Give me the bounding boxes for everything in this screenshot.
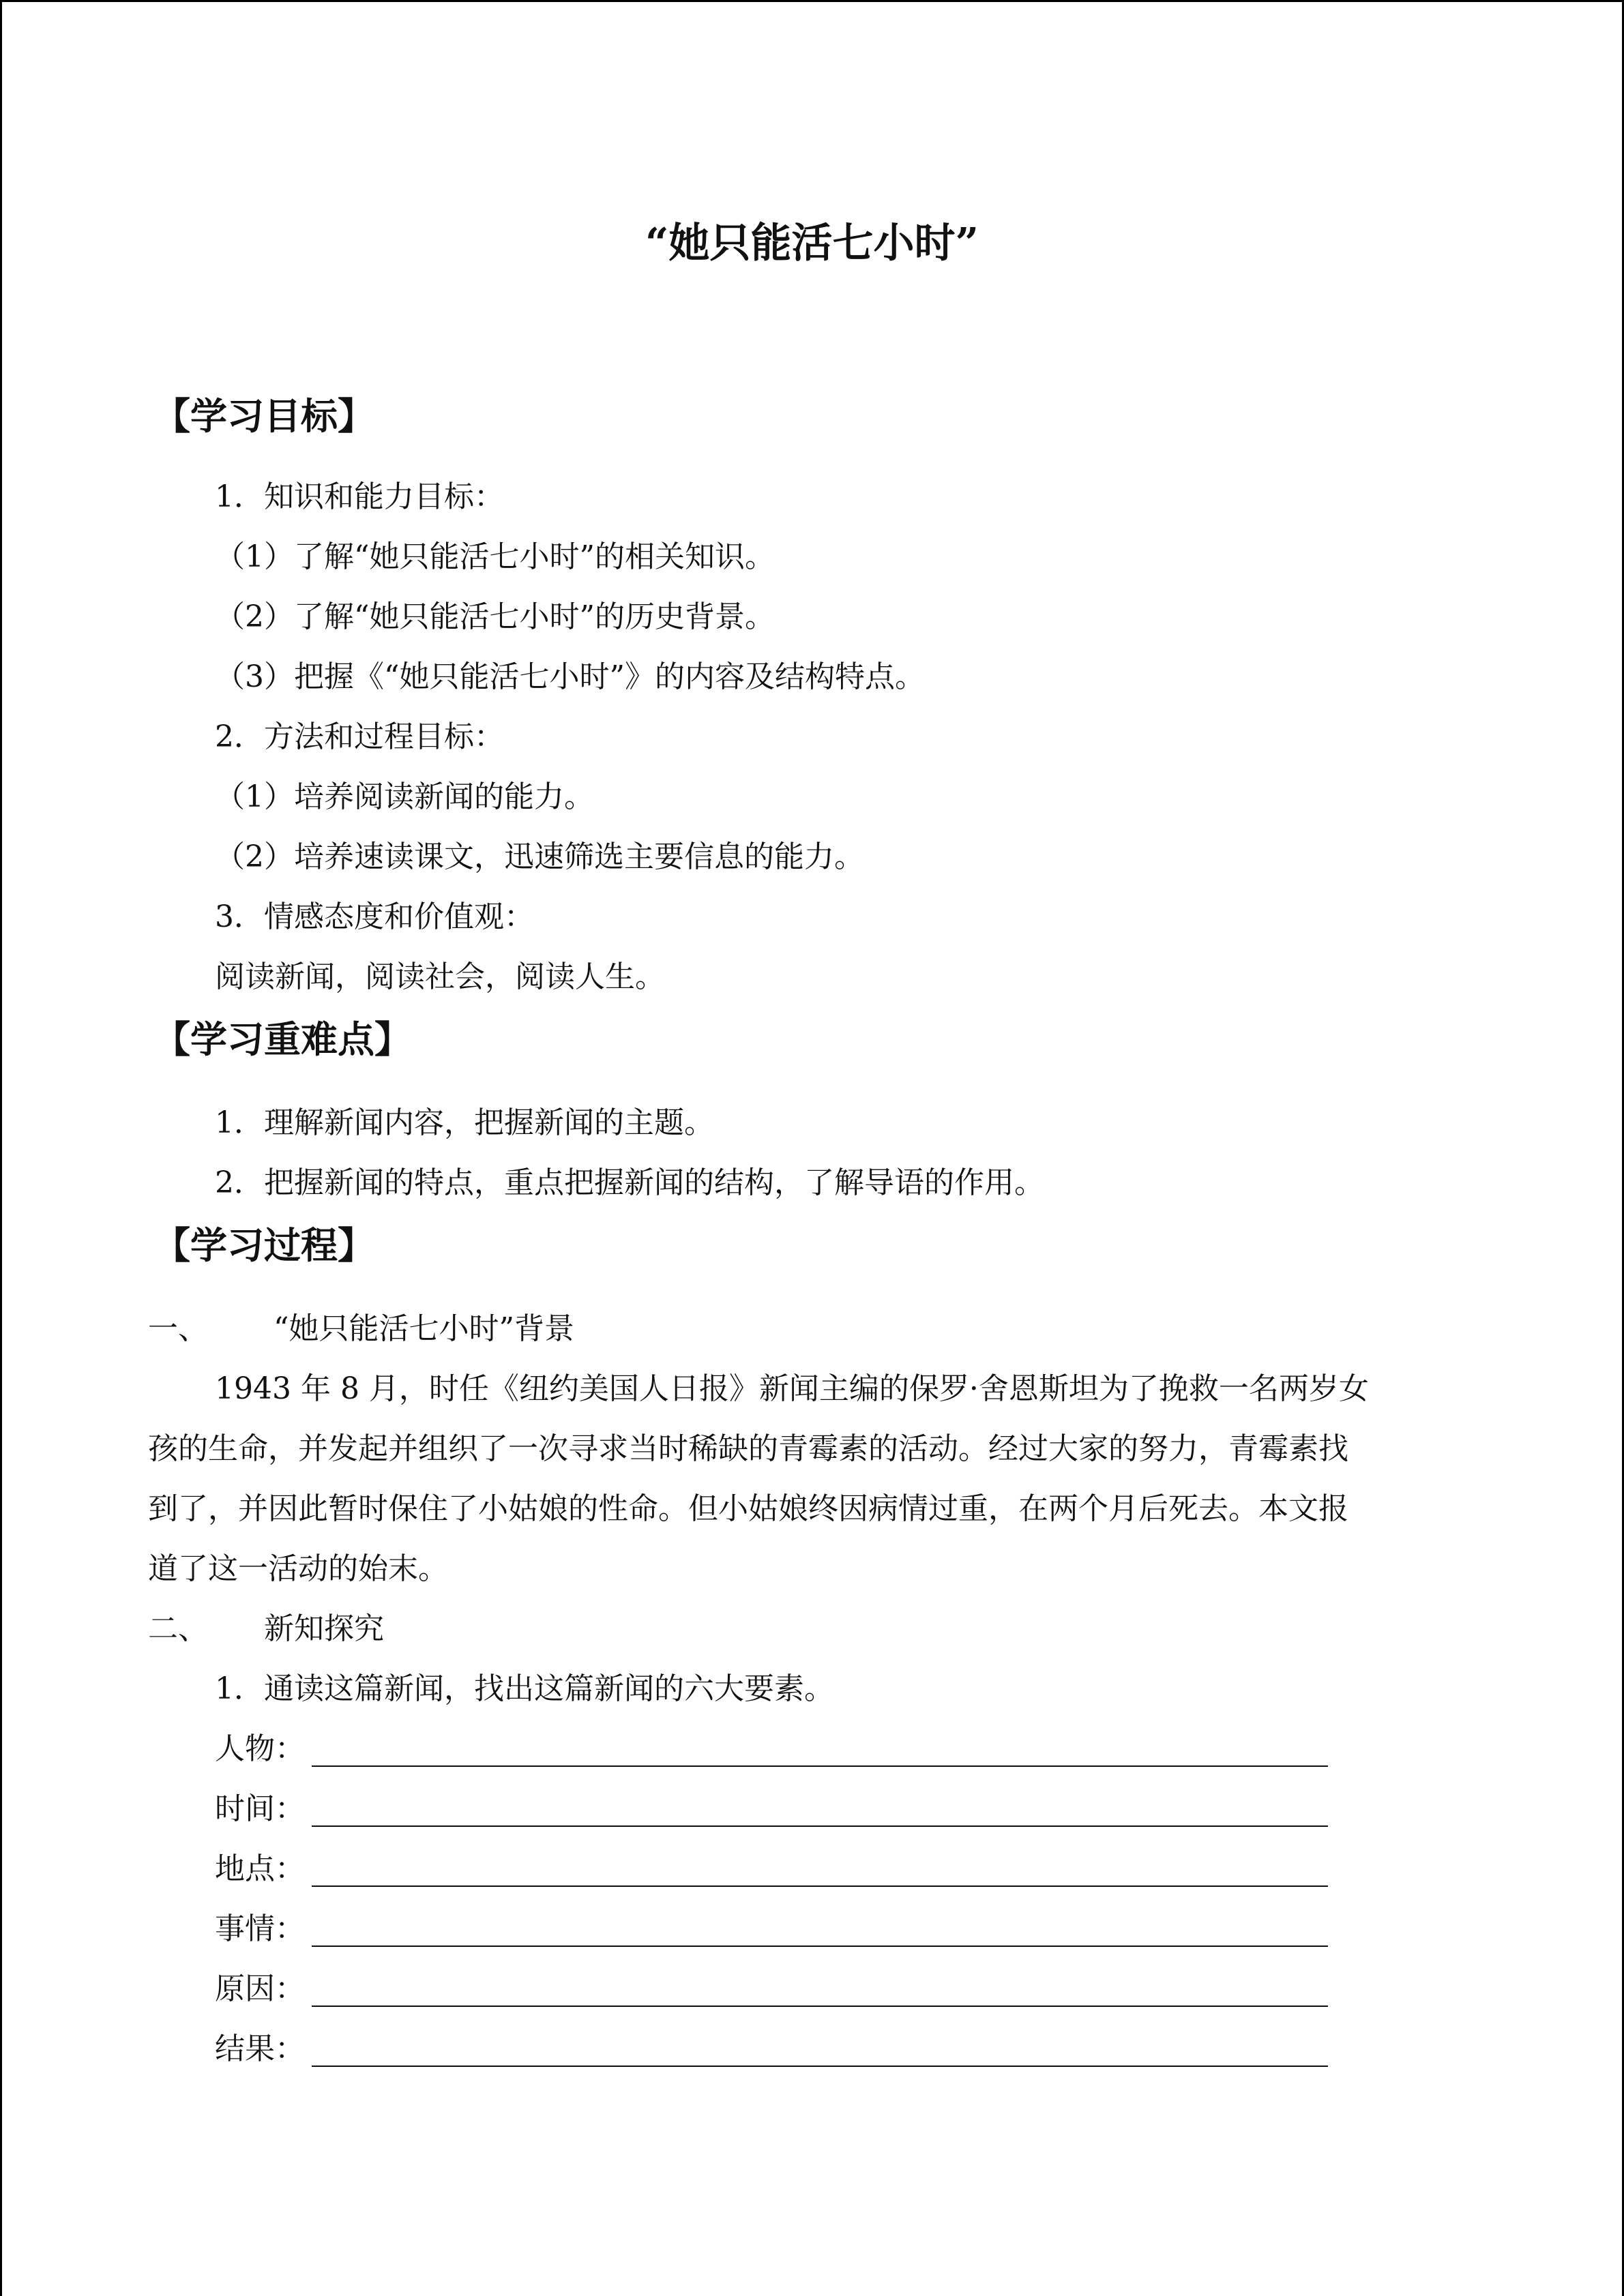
answer-line-people[interactable] <box>312 1765 1328 1767</box>
background-paragraph-line: 到了，并因此暂时保住了小姑娘的性命。但小姑娘终因病情过重，在两个月后死去。本文报 <box>148 1491 1348 1526</box>
goal-line: 阅读新闻，阅读社会，阅读人生。 <box>215 959 665 994</box>
answer-line-time[interactable] <box>312 1825 1328 1827</box>
answer-line-cause[interactable] <box>312 2006 1328 2007</box>
field-label-result: 结果： <box>215 2031 305 2066</box>
field-label-event: 事情： <box>215 1911 305 1946</box>
background-paragraph-line: 1943 年 8 月，时任《纽约美国人日报》新闻主编的保罗·舍恩斯坦为了挽救一名两岁女 <box>215 1371 1369 1406</box>
field-label-cause: 原因： <box>215 1971 305 2006</box>
goal-line: （1）了解“她只能活七小时”的相关知识。 <box>215 539 775 574</box>
goal-line: （1）培养阅读新闻的能力。 <box>215 779 594 814</box>
field-label-time: 时间： <box>215 1791 305 1826</box>
part-title: “她只能活七小时”背景 <box>274 1311 574 1346</box>
goal-line: 1．知识和能力目标： <box>215 479 504 514</box>
goal-line: （3）把握《“她只能活七小时”》的内容及结构特点。 <box>215 659 925 694</box>
answer-line-result[interactable] <box>312 2066 1328 2067</box>
section-heading-key-points: 【学习重难点】 <box>153 1018 411 1061</box>
field-label-place: 地点： <box>215 1851 305 1886</box>
key-point-line: 2．把握新闻的特点，重点把握新闻的结构，了解导语的作用。 <box>215 1165 1044 1200</box>
goal-line: （2）了解“她只能活七小时”的历史背景。 <box>215 599 775 634</box>
section-heading-learning-goals: 【学习目标】 <box>153 395 374 438</box>
page-title: “她只能活七小时” <box>645 220 979 267</box>
answer-line-place[interactable] <box>312 1885 1328 1887</box>
goal-line: 2．方法和过程目标： <box>215 719 504 754</box>
part-number: 一、 <box>148 1311 208 1346</box>
goal-line: （2）培养速读课文，迅速筛选主要信息的能力。 <box>215 839 864 874</box>
answer-line-event[interactable] <box>312 1945 1328 1947</box>
field-label-people: 人物： <box>215 1731 305 1766</box>
part-title: 新知探究 <box>264 1611 384 1646</box>
question-line: 1．通读这篇新闻，找出这篇新闻的六大要素。 <box>215 1671 834 1706</box>
background-paragraph-line: 孩的生命，并发起并组织了一次寻求当时稀缺的青霉素的活动。经过大家的努力，青霉素找 <box>148 1431 1348 1466</box>
background-paragraph-line: 道了这一活动的始末。 <box>148 1551 448 1586</box>
section-heading-learning-process: 【学习过程】 <box>153 1224 374 1267</box>
goal-line: 3．情感态度和价值观： <box>215 899 534 934</box>
part-number: 二、 <box>148 1611 208 1646</box>
key-point-line: 1．理解新闻内容，把握新闻的主题。 <box>215 1105 714 1140</box>
